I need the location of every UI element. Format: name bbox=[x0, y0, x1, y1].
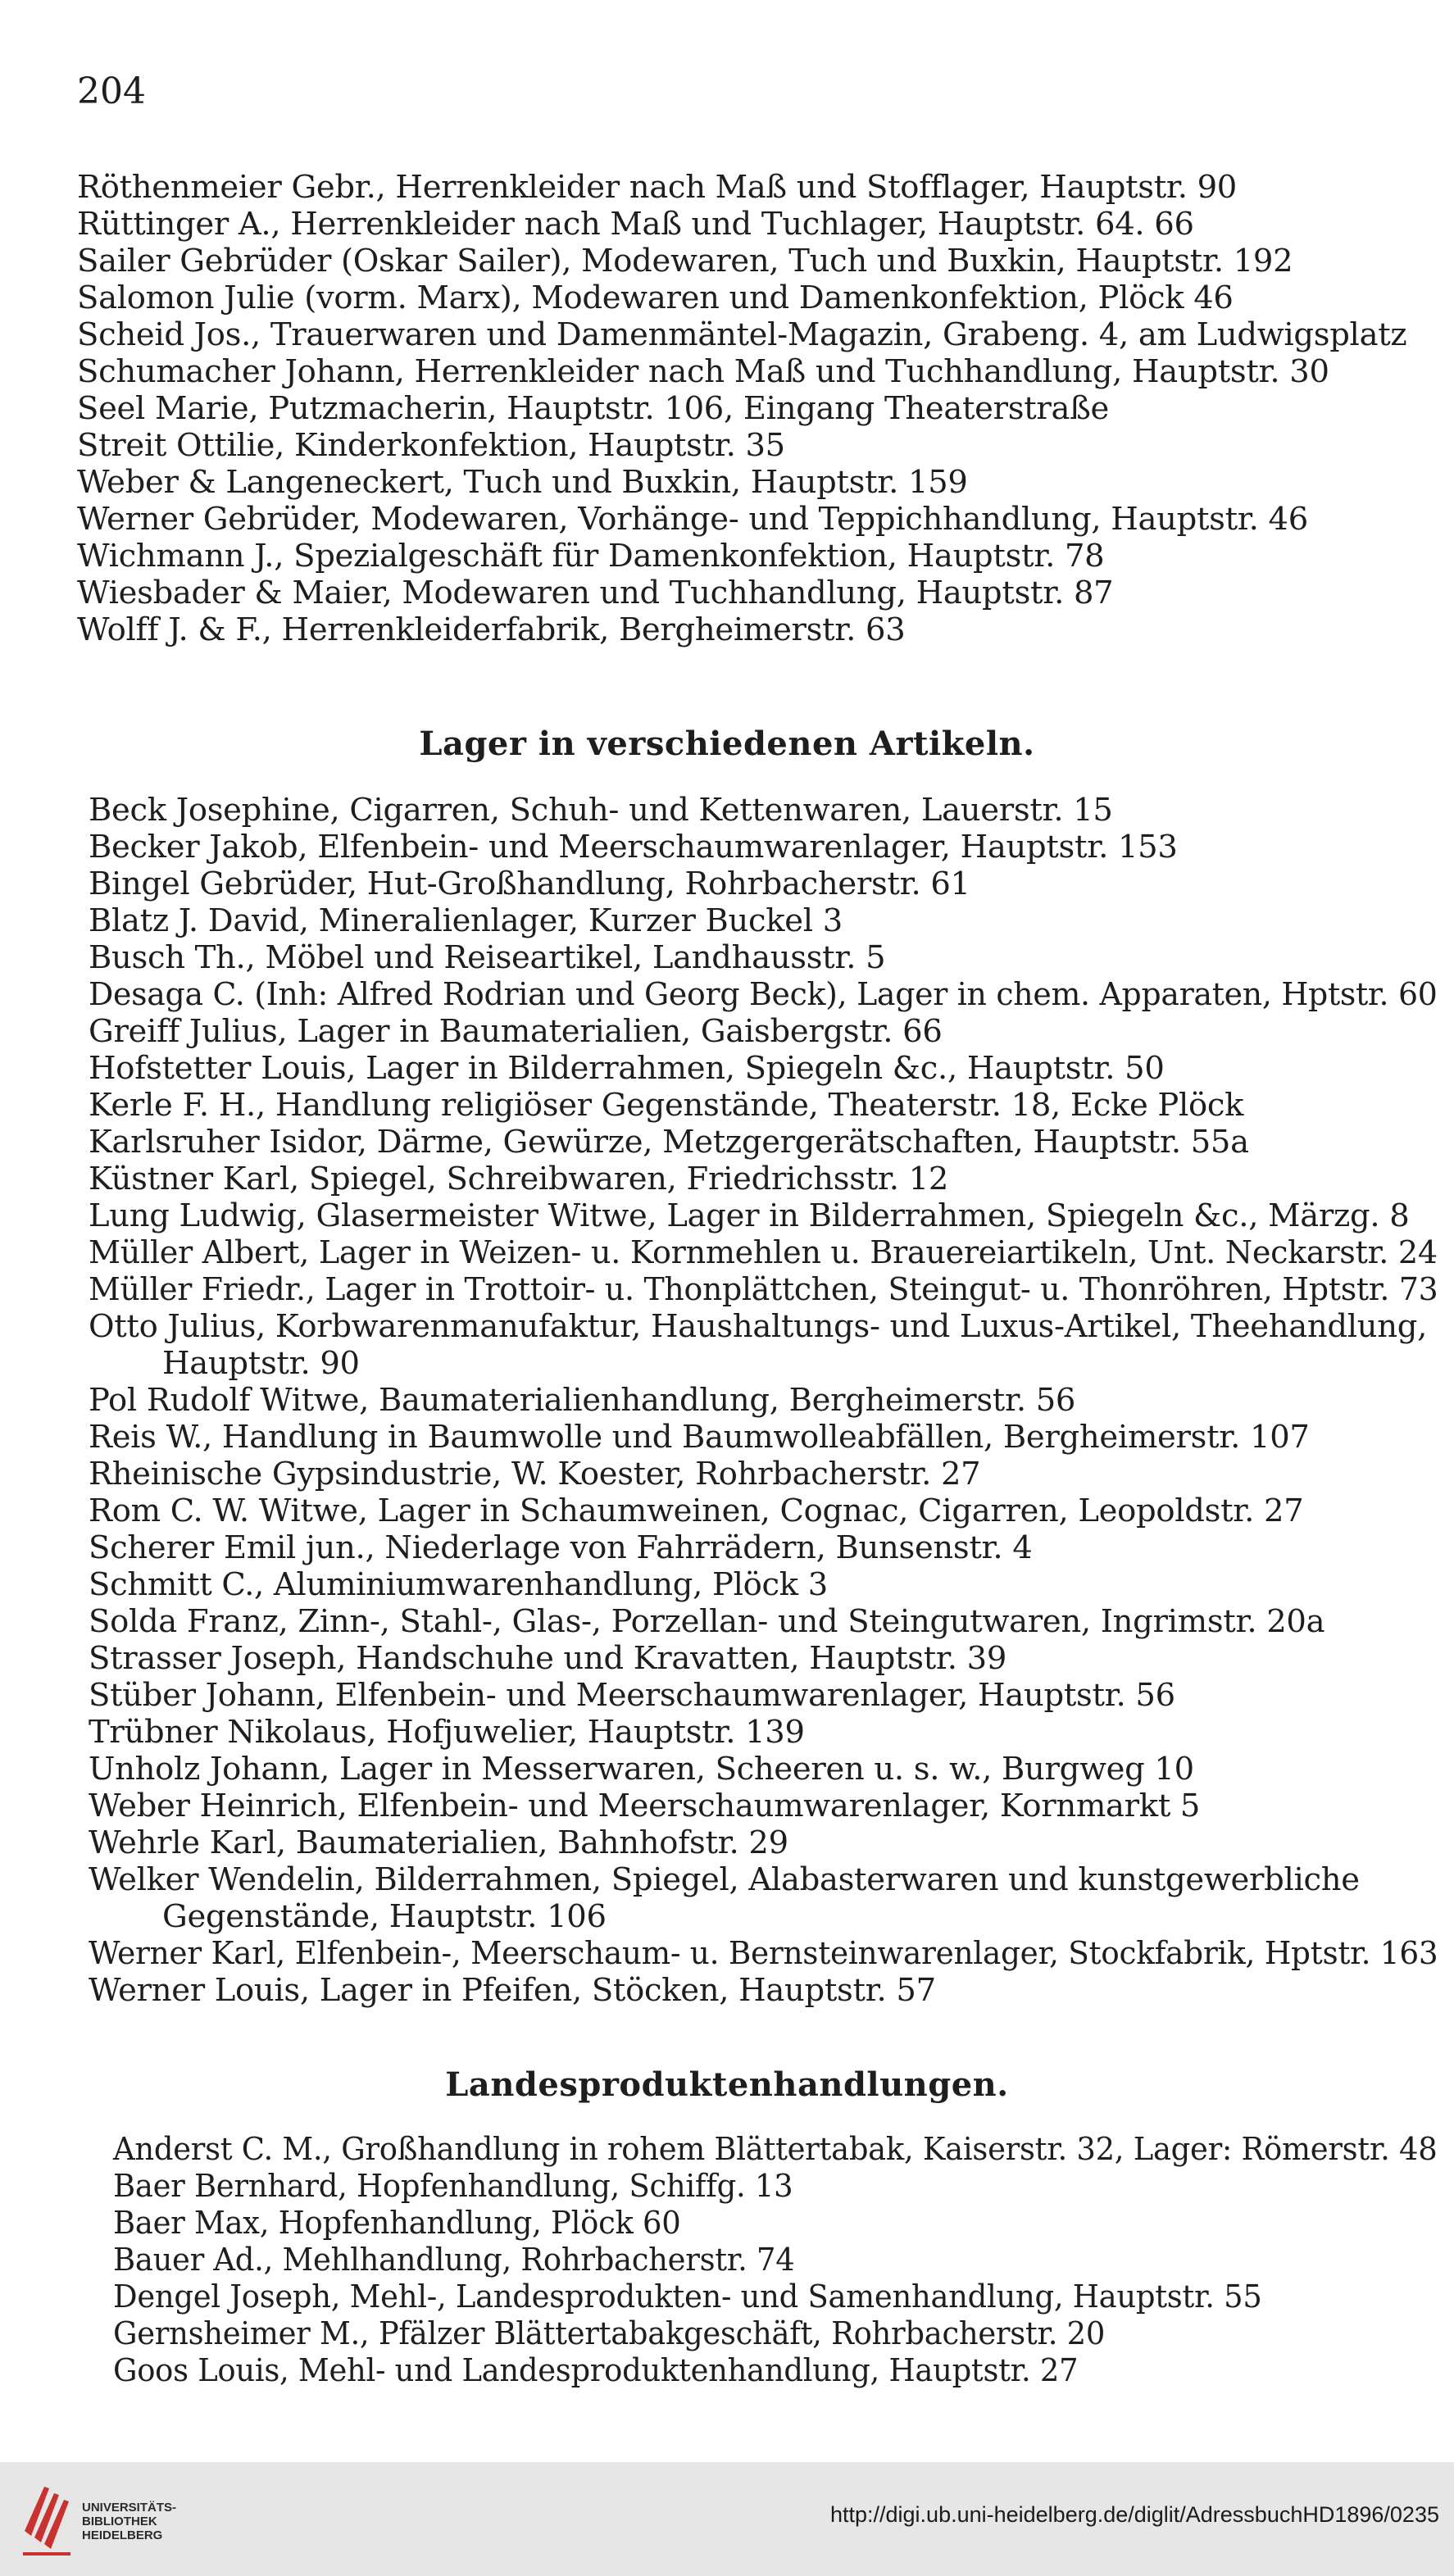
list-entry: Müller Friedr., Lager in Trottoir- u. Thonplättchen, Steingut- u. Thonröhren, Hptstr. 73 bbox=[89, 1271, 1438, 1308]
list-entry: Beck Josephine, Cigarren, Schuh- und Kettenwaren, Lauerstr. 15 bbox=[89, 792, 1113, 829]
list-entry: Strasser Joseph, Handschuhe und Kravatten, Hauptstr. 39 bbox=[89, 1640, 1007, 1677]
section-3-list bbox=[113, 2131, 1454, 2389]
library-name bbox=[82, 2501, 176, 2542]
list-entry: Stüber Johann, Elfenbein- und Meerschaumwarenlager, Hauptstr. 56 bbox=[89, 1677, 1175, 1714]
library-name-line: HEIDELBERG bbox=[82, 2528, 163, 2542]
list-entry: Busch Th., Möbel und Reiseartikel, Landhausstr. 5 bbox=[89, 939, 886, 976]
list-entry: Wichmann J., Spezialgeschäft für Damenkonfektion, Hauptstr. 78 bbox=[77, 538, 1105, 575]
list-entry: Wiesbader & Maier, Modewaren und Tuchhandlung, Hauptstr. 87 bbox=[77, 575, 1114, 611]
list-entry: Baer Max, Hopfenhandlung, Plöck 60 bbox=[113, 2205, 681, 2242]
list-entry: Otto Julius, Korbwarenmanufaktur, Haushaltungs- und Luxus-Artikel, Theehandlung, Hauptstr. 90 bbox=[89, 1308, 1428, 1382]
list-entry: Streit Ottilie, Kinderkonfektion, Hauptstr. 35 bbox=[77, 427, 785, 464]
list-entry: Anderst C. M., Großhandlung in rohem Blättertabak, Kaiserstr. 32, Lager: Römerstr. 48 bbox=[113, 2131, 1438, 2168]
list-entry: Scheid Jos., Trauerwaren und Damenmäntel-Magazin, Grabeng. 4, am Ludwigsplatz bbox=[77, 316, 1407, 353]
list-entry: Schumacher Johann, Herrenkleider nach Maß und Tuchhandlung, Hauptstr. 30 bbox=[77, 353, 1329, 390]
list-entry: Werner Karl, Elfenbein-, Meerschaum- u. Bernsteinwarenlager, Stockfabrik, Hptstr. 163 bbox=[89, 1935, 1438, 1972]
section-2-list bbox=[89, 792, 1438, 2009]
list-entry: Goos Louis, Mehl- und Landesproduktenhandlung, Hauptstr. 27 bbox=[113, 2352, 1079, 2389]
section-heading: Lager in verschiedenen Artikeln. bbox=[419, 725, 1035, 763]
list-entry: Wolff J. & F., Herrenkleiderfabrik, Bergheimerstr. 63 bbox=[77, 611, 906, 648]
list-entry: Seel Marie, Putzmacherin, Hauptstr. 106, Eingang Theaterstraße bbox=[77, 390, 1110, 427]
library-name-line: UNIVERSITÄTS- bbox=[82, 2501, 177, 2515]
list-entry: Werner Gebrüder, Modewaren, Vorhänge- und Teppichhandlung, Hauptstr. 46 bbox=[77, 501, 1308, 538]
list-entry: Desaga C. (Inh: Alfred Rodrian und Georg Beck), Lager in chem. Apparaten, Hptstr. 60 bbox=[89, 976, 1438, 1013]
list-entry: Reis W., Handlung in Baumwolle und Baumwolleabfällen, Bergheimerstr. 107 bbox=[89, 1419, 1310, 1456]
list-entry: Bauer Ad., Mehlhandlung, Rohrbacherstr. 74 bbox=[113, 2242, 795, 2278]
list-entry: Solda Franz, Zinn-, Stahl-, Glas-, Porzellan- und Steingutwaren, Ingrimstr. 20a bbox=[89, 1603, 1325, 1640]
list-entry: Schmitt C., Aluminiumwarenhandlung, Plöck 3 bbox=[89, 1566, 828, 1603]
list-entry: Unholz Johann, Lager in Messerwaren, Scheeren u. s. w., Burgweg 10 bbox=[89, 1751, 1194, 1788]
university-library-logo-icon bbox=[20, 2482, 74, 2560]
list-entry: Rüttinger A., Herrenkleider nach Maß und Tuchlager, Hauptstr. 64. 66 bbox=[77, 206, 1194, 243]
list-entry: Lung Ludwig, Glasermeister Witwe, Lager in Bilderrahmen, Spiegeln &c., Märzg. 8 bbox=[89, 1197, 1410, 1234]
list-entry: Becker Jakob, Elfenbein- und Meerschaumwarenlager, Hauptstr. 153 bbox=[89, 829, 1178, 865]
list-entry: Baer Bernhard, Hopfenhandlung, Schiffg. 13 bbox=[113, 2168, 793, 2205]
source-url-link[interactable]: http://digi.ub.uni-heidelberg.de/diglit/AdressbuchHD1896/0235 bbox=[829, 2502, 1439, 2527]
library-name-line: BIBLIOTHEK bbox=[82, 2515, 157, 2528]
list-entry: Rheinische Gypsindustrie, W. Koester, Rohrbacherstr. 27 bbox=[89, 1456, 981, 1492]
list-entry: Hofstetter Louis, Lager in Bilderrahmen, Spiegeln &c., Hauptstr. 50 bbox=[89, 1050, 1165, 1087]
list-entry: Bingel Gebrüder, Hut-Großhandlung, Rohrbacherstr. 61 bbox=[89, 865, 970, 902]
list-entry: Sailer Gebrüder (Oskar Sailer), Modewaren, Tuch und Buxkin, Hauptstr. 192 bbox=[77, 243, 1293, 279]
list-entry: Welker Wendelin, Bilderrahmen, Spiegel, Alabasterwaren und kunstgewerbliche Gegenstände, Hauptstr. 106 bbox=[89, 1861, 1360, 1935]
list-entry: Küstner Karl, Spiegel, Schreibwaren, Friedrichsstr. 12 bbox=[89, 1161, 949, 1197]
list-entry: Trübner Nikolaus, Hofjuwelier, Hauptstr. 139 bbox=[89, 1714, 805, 1751]
page-number: 204 bbox=[77, 70, 146, 112]
list-entry: Kerle F. H., Handlung religiöser Gegenstände, Theaterstr. 18, Ecke Plöck bbox=[89, 1087, 1244, 1124]
list-entry: Salomon Julie (vorm. Marx), Modewaren und Damenkonfektion, Plöck 46 bbox=[77, 279, 1234, 316]
list-entry: Dengel Joseph, Mehl-, Landesprodukten- und Samenhandlung, Hauptstr. 55 bbox=[113, 2278, 1262, 2315]
list-entry: Pol Rudolf Witwe, Baumaterialienhandlung, Bergheimerstr. 56 bbox=[89, 1382, 1076, 1419]
list-entry: Greiff Julius, Lager in Baumaterialien, Gaisbergstr. 66 bbox=[89, 1013, 943, 1050]
footer-bar bbox=[0, 2462, 1454, 2576]
list-entry: Weber Heinrich, Elfenbein- und Meerschaumwarenlager, Kornmarkt 5 bbox=[89, 1788, 1201, 1824]
list-entry: Werner Louis, Lager in Pfeifen, Stöcken, Hauptstr. 57 bbox=[89, 1972, 936, 2009]
list-entry: Wehrle Karl, Baumaterialien, Bahnhofstr. 29 bbox=[89, 1824, 788, 1861]
list-entry: Gernsheimer M., Pfälzer Blättertabakgeschäft, Rohrbacherstr. 20 bbox=[113, 2315, 1106, 2352]
list-entry: Karlsruher Isidor, Därme, Gewürze, Metzgergerätschaften, Hauptstr. 55a bbox=[89, 1124, 1249, 1161]
list-entry: Müller Albert, Lager in Weizen- u. Kornmehlen u. Brauereiartikeln, Unt. Neckarstr. 24 bbox=[89, 1234, 1438, 1271]
list-entry: Blatz J. David, Mineralienlager, Kurzer Buckel 3 bbox=[89, 902, 843, 939]
list-entry: Rom C. W. Witwe, Lager in Schaumweinen, Cognac, Cigarren, Leopoldstr. 27 bbox=[89, 1492, 1304, 1529]
section-heading: Landesproduktenhandlungen. bbox=[445, 2065, 1009, 2104]
list-entry: Röthenmeier Gebr., Herrenkleider nach Maß und Stofflager, Hauptstr. 90 bbox=[77, 169, 1238, 206]
list-entry: Weber & Langeneckert, Tuch und Buxkin, Hauptstr. 159 bbox=[77, 464, 968, 501]
section-1-list bbox=[77, 169, 1406, 648]
list-entry: Scherer Emil jun., Niederlage von Fahrrädern, Bunsenstr. 4 bbox=[89, 1529, 1033, 1566]
